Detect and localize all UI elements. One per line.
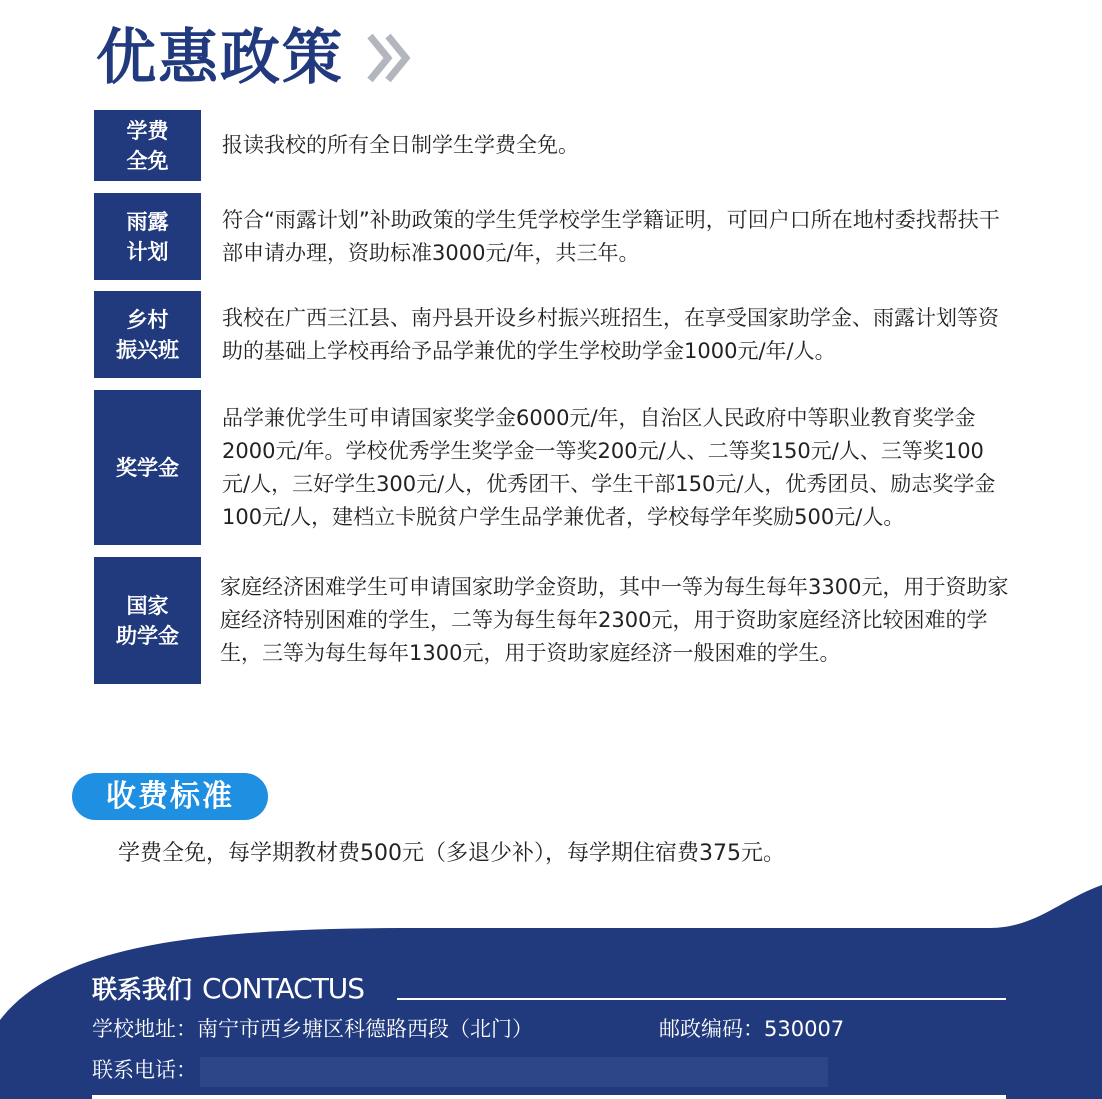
contact-heading-en: CONTACTUS bbox=[202, 971, 365, 1005]
address-value: 南宁市西乡塘区科德路西段（北门） bbox=[197, 1017, 533, 1041]
contact-heading-cn: 联系我们 bbox=[92, 975, 193, 1004]
divider bbox=[397, 998, 1006, 1000]
address-label: 学校地址： bbox=[92, 1017, 197, 1041]
postcode-label: 邮政编码： bbox=[659, 1017, 764, 1041]
contact-heading bbox=[92, 970, 364, 1006]
page-title: 优惠政策 bbox=[96, 23, 344, 93]
policy-label bbox=[94, 110, 201, 181]
policy-row-tuition bbox=[94, 110, 1010, 181]
policy-text: 品学兼优学生可申请国家奖学金6000元/年，自治区人民政府中等职业教育奖学金2000元/年。学校优秀学生奖学金一等奖200元/人、二等奖150元/人、三等奖100元/人，三好学生300元/人，优秀团干、学生干部150元/人，优秀团员、励志奖学金100元/人，建档立卡脱贫户学生品学兼优者，学校每学年奖励500元/人。 bbox=[222, 405, 996, 529]
fees-text: 学费全免，每学期教材费500元（多退少补），每学期住宿费375元。 bbox=[118, 841, 785, 866]
redacted-phone-block bbox=[200, 1057, 828, 1087]
policy-row-scholarship bbox=[94, 390, 1010, 545]
policy-label-line: 乡村 bbox=[126, 307, 169, 332]
contact-address bbox=[92, 1014, 533, 1044]
policy-text: 符合“雨露计划”补助政策的学生凭学校学生学籍证明，可回户口所在地村委找帮扶干部申请办理，资助标准3000元/年，共三年。 bbox=[222, 207, 1000, 265]
policy-text: 我校在广西三江县、南丹县开设乡村振兴班招生，在享受国家助学金、雨露计划等资助的基础上学校再给予品学兼优的学生学校助学金1000元/年/人。 bbox=[222, 305, 999, 363]
policy-label bbox=[94, 193, 201, 280]
policy-label-line: 助学金 bbox=[116, 623, 179, 648]
policy-label-line: 计划 bbox=[126, 239, 169, 264]
postcode-value: 530007 bbox=[764, 1017, 845, 1041]
bottom-divider bbox=[92, 1095, 1006, 1099]
policy-label-line: 振兴班 bbox=[116, 337, 179, 362]
policy-text: 家庭经济困难学生可申请国家助学金资助，其中一等为每生每年3300元，用于资助家庭经济特别困难的学生，二等为每生每年2300元，用于资助家庭经济比较困难的学生，三等为每生每年1300元，用于资助家庭经济一般困难的学生。 bbox=[220, 575, 1009, 665]
policy-label-line: 雨露 bbox=[126, 209, 169, 234]
policy-label bbox=[94, 291, 201, 378]
fees-heading-badge: 收费标准 bbox=[72, 773, 268, 820]
policy-row-rural bbox=[94, 291, 1010, 378]
policy-row-grant bbox=[94, 557, 1010, 684]
phone-label: 联系电话： bbox=[92, 1058, 197, 1082]
contact-postcode bbox=[659, 1014, 844, 1044]
double-chevron-right-icon bbox=[364, 32, 412, 84]
contact-phone bbox=[92, 1055, 197, 1085]
policy-text: 报读我校的所有全日制学生学费全免。 bbox=[222, 133, 579, 157]
policy-label-line: 国家 bbox=[126, 593, 169, 618]
policy-label bbox=[94, 557, 201, 684]
policy-row-yulu bbox=[94, 193, 1010, 280]
policy-label-line: 学费 bbox=[126, 118, 169, 143]
policy-label bbox=[94, 390, 201, 545]
page-title-group bbox=[96, 22, 412, 94]
policy-label-line: 全免 bbox=[126, 148, 169, 173]
policy-label-line: 奖学金 bbox=[116, 455, 179, 480]
